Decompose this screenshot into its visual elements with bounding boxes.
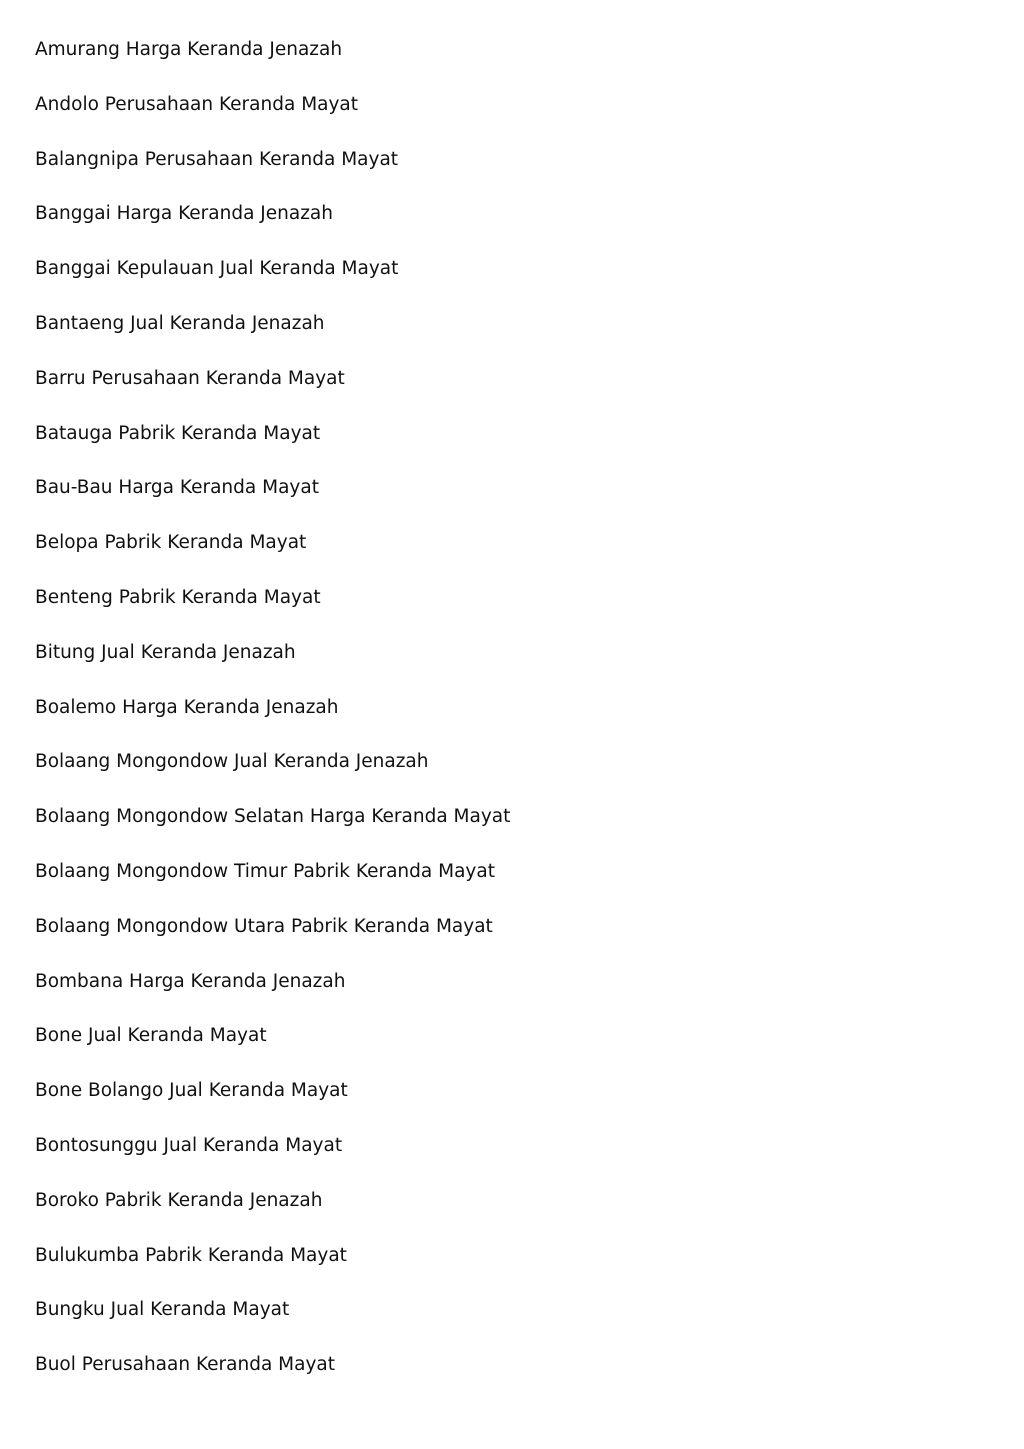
list-item: Bolaang Mongondow Selatan Harga Keranda Mayat (35, 806, 511, 828)
list-item: Boroko Pabrik Keranda Jenazah (35, 1189, 323, 1211)
entry-list (35, 36, 995, 1406)
list-item: Bungku Jual Keranda Mayat (35, 1299, 290, 1321)
list-item: Bolaang Mongondow Timur Pabrik Keranda Mayat (35, 860, 495, 882)
list-item: Bolaang Mongondow Jual Keranda Jenazah (35, 751, 429, 773)
list-item: Benteng Pabrik Keranda Mayat (35, 586, 321, 608)
list-item: Andolo Perusahaan Keranda Mayat (35, 93, 359, 115)
list-item: Bitung Jual Keranda Jenazah (35, 641, 296, 663)
list-item: Balangnipa Perusahaan Keranda Mayat (35, 148, 399, 170)
list-item: Bone Jual Keranda Mayat (35, 1025, 267, 1047)
list-item: Barru Perusahaan Keranda Mayat (35, 367, 345, 389)
list-item: Boalemo Harga Keranda Jenazah (35, 696, 339, 718)
list-item: Bau-Bau Harga Keranda Mayat (35, 477, 319, 499)
list-item: Bontosunggu Jual Keranda Mayat (35, 1134, 343, 1156)
list-item: Bolaang Mongondow Utara Pabrik Keranda Mayat (35, 915, 493, 937)
list-item: Bulukumba Pabrik Keranda Mayat (35, 1244, 347, 1266)
list-item: Banggai Harga Keranda Jenazah (35, 203, 333, 225)
list-item: Banggai Kepulauan Jual Keranda Mayat (35, 258, 399, 280)
list-item: Belopa Pabrik Keranda Mayat (35, 532, 307, 554)
list-item: Batauga Pabrik Keranda Mayat (35, 422, 321, 444)
list-item: Bantaeng Jual Keranda Jenazah (35, 312, 325, 334)
list-item: Buol Perusahaan Keranda Mayat (35, 1354, 336, 1376)
list-item: Bone Bolango Jual Keranda Mayat (35, 1080, 348, 1102)
list-item: Bombana Harga Keranda Jenazah (35, 970, 346, 992)
list-item: Amurang Harga Keranda Jenazah (35, 39, 343, 60)
